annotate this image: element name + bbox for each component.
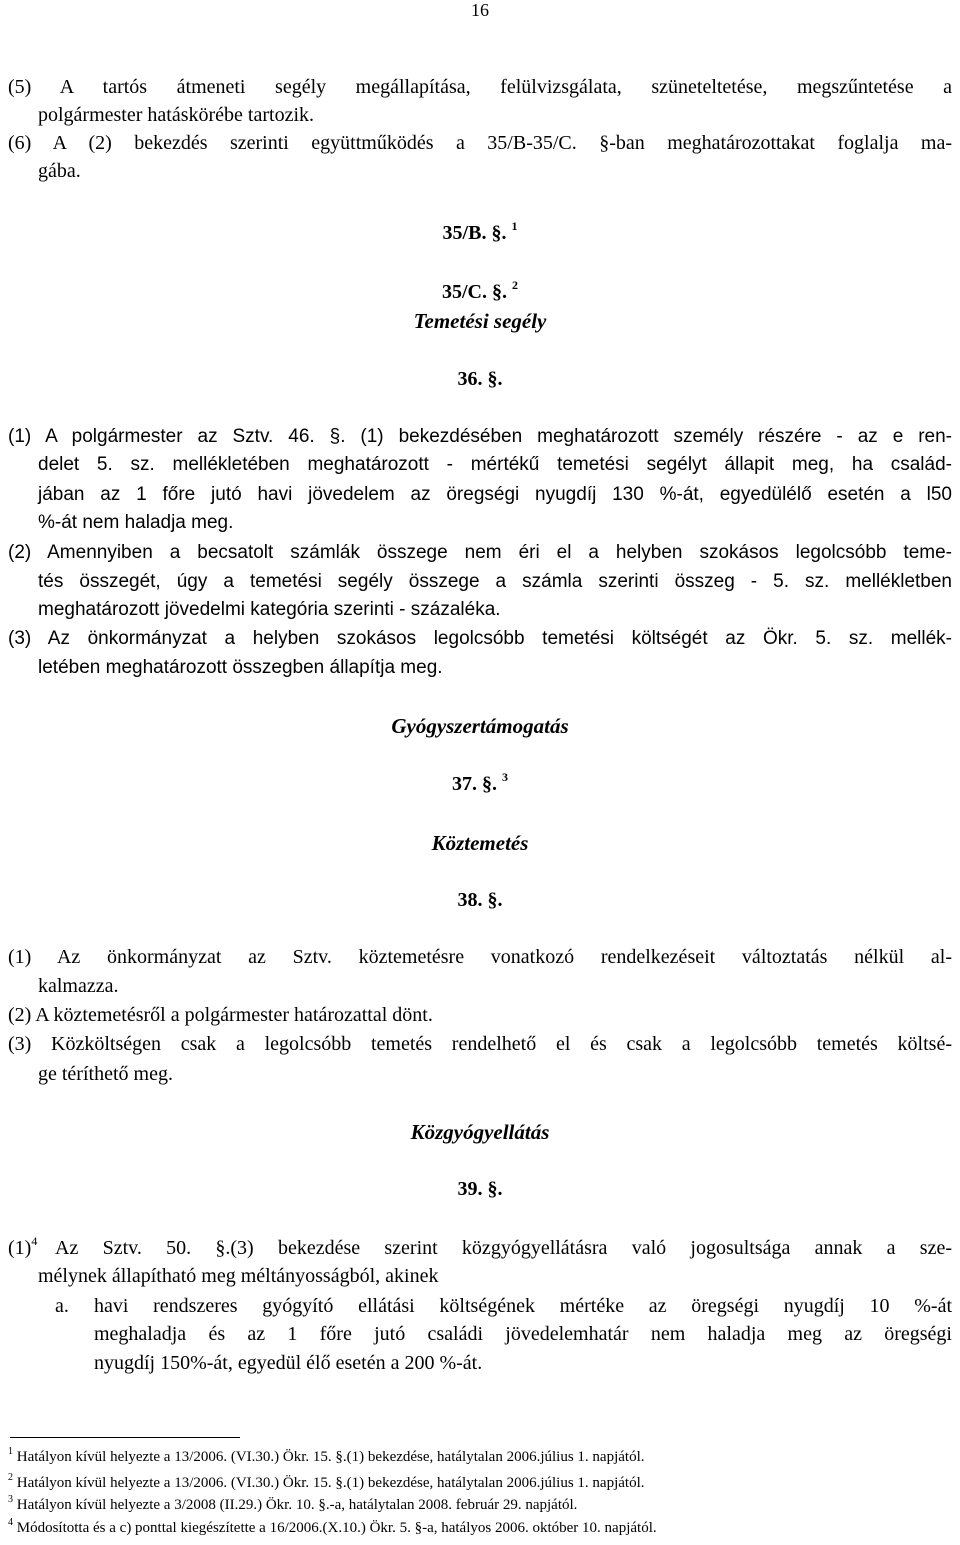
s36-para-3-line-1: (3) Az önkormányzat a helyben szokásos legolcsóbb temetési költségét az Ökr. 5. sz. mellék- bbox=[8, 628, 952, 649]
footnote-ref-4: 4 bbox=[31, 1234, 38, 1249]
s39-item-a-line-3: nyugdíj 150%-át, egyedül élő esetén a 200 %-át. bbox=[94, 1352, 483, 1374]
s38-para-1-line-2: kalmazza. bbox=[38, 975, 119, 997]
s38-para-1-line-1: (1) Az önkormányzat az Sztv. köztemetésre vonatkozó rendelkezéseit változtatás nélkül al- bbox=[8, 946, 952, 968]
para-6-line-1: (6) A (2) bekezdés szerinti együttműködés a 35/B-35/C. §-ban meghatározottakat foglalja ma- bbox=[8, 132, 952, 154]
s36-para-2-line-3: meghatározott jövedelmi kategória szerinti - százaléka. bbox=[38, 599, 501, 620]
footnote-ref-2: 2 bbox=[512, 278, 518, 293]
s39-item-a-line-1: havi rendszeres gyógyító ellátási költségének mértéke az öregségi nyugdíj 10 %-át bbox=[94, 1295, 952, 1317]
footnote-2: $^2$ Hatályon kívül helyezte a 13/2006. (VI.30.) Ökr. 15. §.(1) bekezdése, hatálytalan 2006.július 1. napjától. bbox=[8, 1472, 645, 1491]
s36-para-3-line-2: letében meghatározott összegben állapítja meg. bbox=[38, 657, 443, 678]
s39-item-a-marker: a. bbox=[55, 1295, 69, 1317]
title-temetesi-segely: Temetési segély bbox=[413, 309, 547, 333]
section-35c-heading: 35/C. §. $^2$ bbox=[442, 278, 518, 303]
para-5-line-1: (5) A tartós átmeneti segély megállapítása, felülvizsgálata, szüneteltetése, megszűntetése a bbox=[8, 76, 952, 98]
s36-para-1-line-4: %-át nem haladja meg. bbox=[38, 512, 234, 533]
s39-para-1-prefix: $(1)^4$ bbox=[8, 1234, 38, 1259]
s36-para-2-line-2: tés összegét, úgy a temetési segély összege a számla szerinti összeg - 5. sz. mellékletben bbox=[38, 571, 952, 592]
footnote-separator bbox=[10, 1437, 240, 1438]
s39-item-a-line-2: meghaladja és az 1 főre jutó családi jövedelemhatár nem haladja meg az öregségi bbox=[94, 1323, 952, 1345]
s38-para-3-line-2: ge téríthető meg. bbox=[38, 1063, 173, 1085]
s39-para-1-line-1: Az Sztv. 50. §.(3) bekezdése szerint közgyógyellátásra való jogosultsága annak a sze- bbox=[55, 1237, 952, 1259]
s36-para-2-line-1: (2) Amennyiben a becsatolt számlák összege nem éri el a helyben szokásos legolcsóbb teme- bbox=[8, 542, 952, 563]
footnote-ref-1: 1 bbox=[511, 219, 518, 234]
para-5-line-2: polgármester hatáskörébe tartozik. bbox=[38, 104, 314, 126]
para-6-line-2: gába. bbox=[38, 160, 81, 182]
s36-para-1-line-3: jában az 1 főre jutó havi jövedelem az öregségi nyugdíj 130 %-át, egyedülélő esetén a l50 bbox=[38, 484, 952, 505]
footnote-1: $^1$ Hatályon kívül helyezte a 13/2006. (VI.30.) Ökr. 15. §.(1) bekezdése, hatálytalan 2006.július 1. napjától. bbox=[8, 1446, 645, 1465]
title-kozgyogyellatas: Közgyógyellátás bbox=[410, 1120, 550, 1144]
page-number: 16 bbox=[471, 0, 489, 20]
section-36-heading: 36. §. bbox=[457, 368, 503, 390]
footnote-ref-3: 3 bbox=[502, 770, 508, 785]
section-39-heading: 39. §. bbox=[457, 1178, 503, 1200]
footnote-4: $^4$ Módosította és a c) ponttal kiegészítette a 16/2006.(X.10.) Ökr. 5. §-a, hatályos 2006. október 10. napjától. bbox=[8, 1517, 657, 1536]
title-koztemetes: Köztemetés bbox=[431, 831, 529, 855]
section-35b-heading: 35/B. §. $^1$ bbox=[442, 219, 518, 244]
title-gyogyszertamogatas: Gyógyszertámogatás bbox=[391, 714, 569, 738]
section-38-heading: 38. §. bbox=[457, 889, 503, 911]
s38-para-3-line-1: (3) Közköltségen csak a legolcsóbb temetés rendelhető el és csak a legolcsóbb temetés költsé- bbox=[8, 1033, 952, 1055]
s36-para-1-line-2: delet 5. sz. mellékletében meghatározott - mértékű temetési segélyt állapit meg, ha család- bbox=[38, 454, 952, 475]
section-37-heading: 37. §. $^3$ bbox=[452, 770, 508, 795]
s39-para-1-line-2: mélynek állapítható meg méltányosságból, akinek bbox=[38, 1265, 439, 1287]
s38-para-2: (2) A köztemetésről a polgármester határozattal dönt. bbox=[8, 1004, 433, 1026]
s36-para-1-line-1: (1) A polgármester az Sztv. 46. §. (1) bekezdésében meghatározott személy részére - az e ren- bbox=[8, 426, 952, 447]
footnote-3: $^3$ Hatályon kívül helyezte a 3/2008 (II.29.) Ökr. 10. §.-a, hatálytalan 2008. február 29. napjától. bbox=[8, 1494, 578, 1513]
